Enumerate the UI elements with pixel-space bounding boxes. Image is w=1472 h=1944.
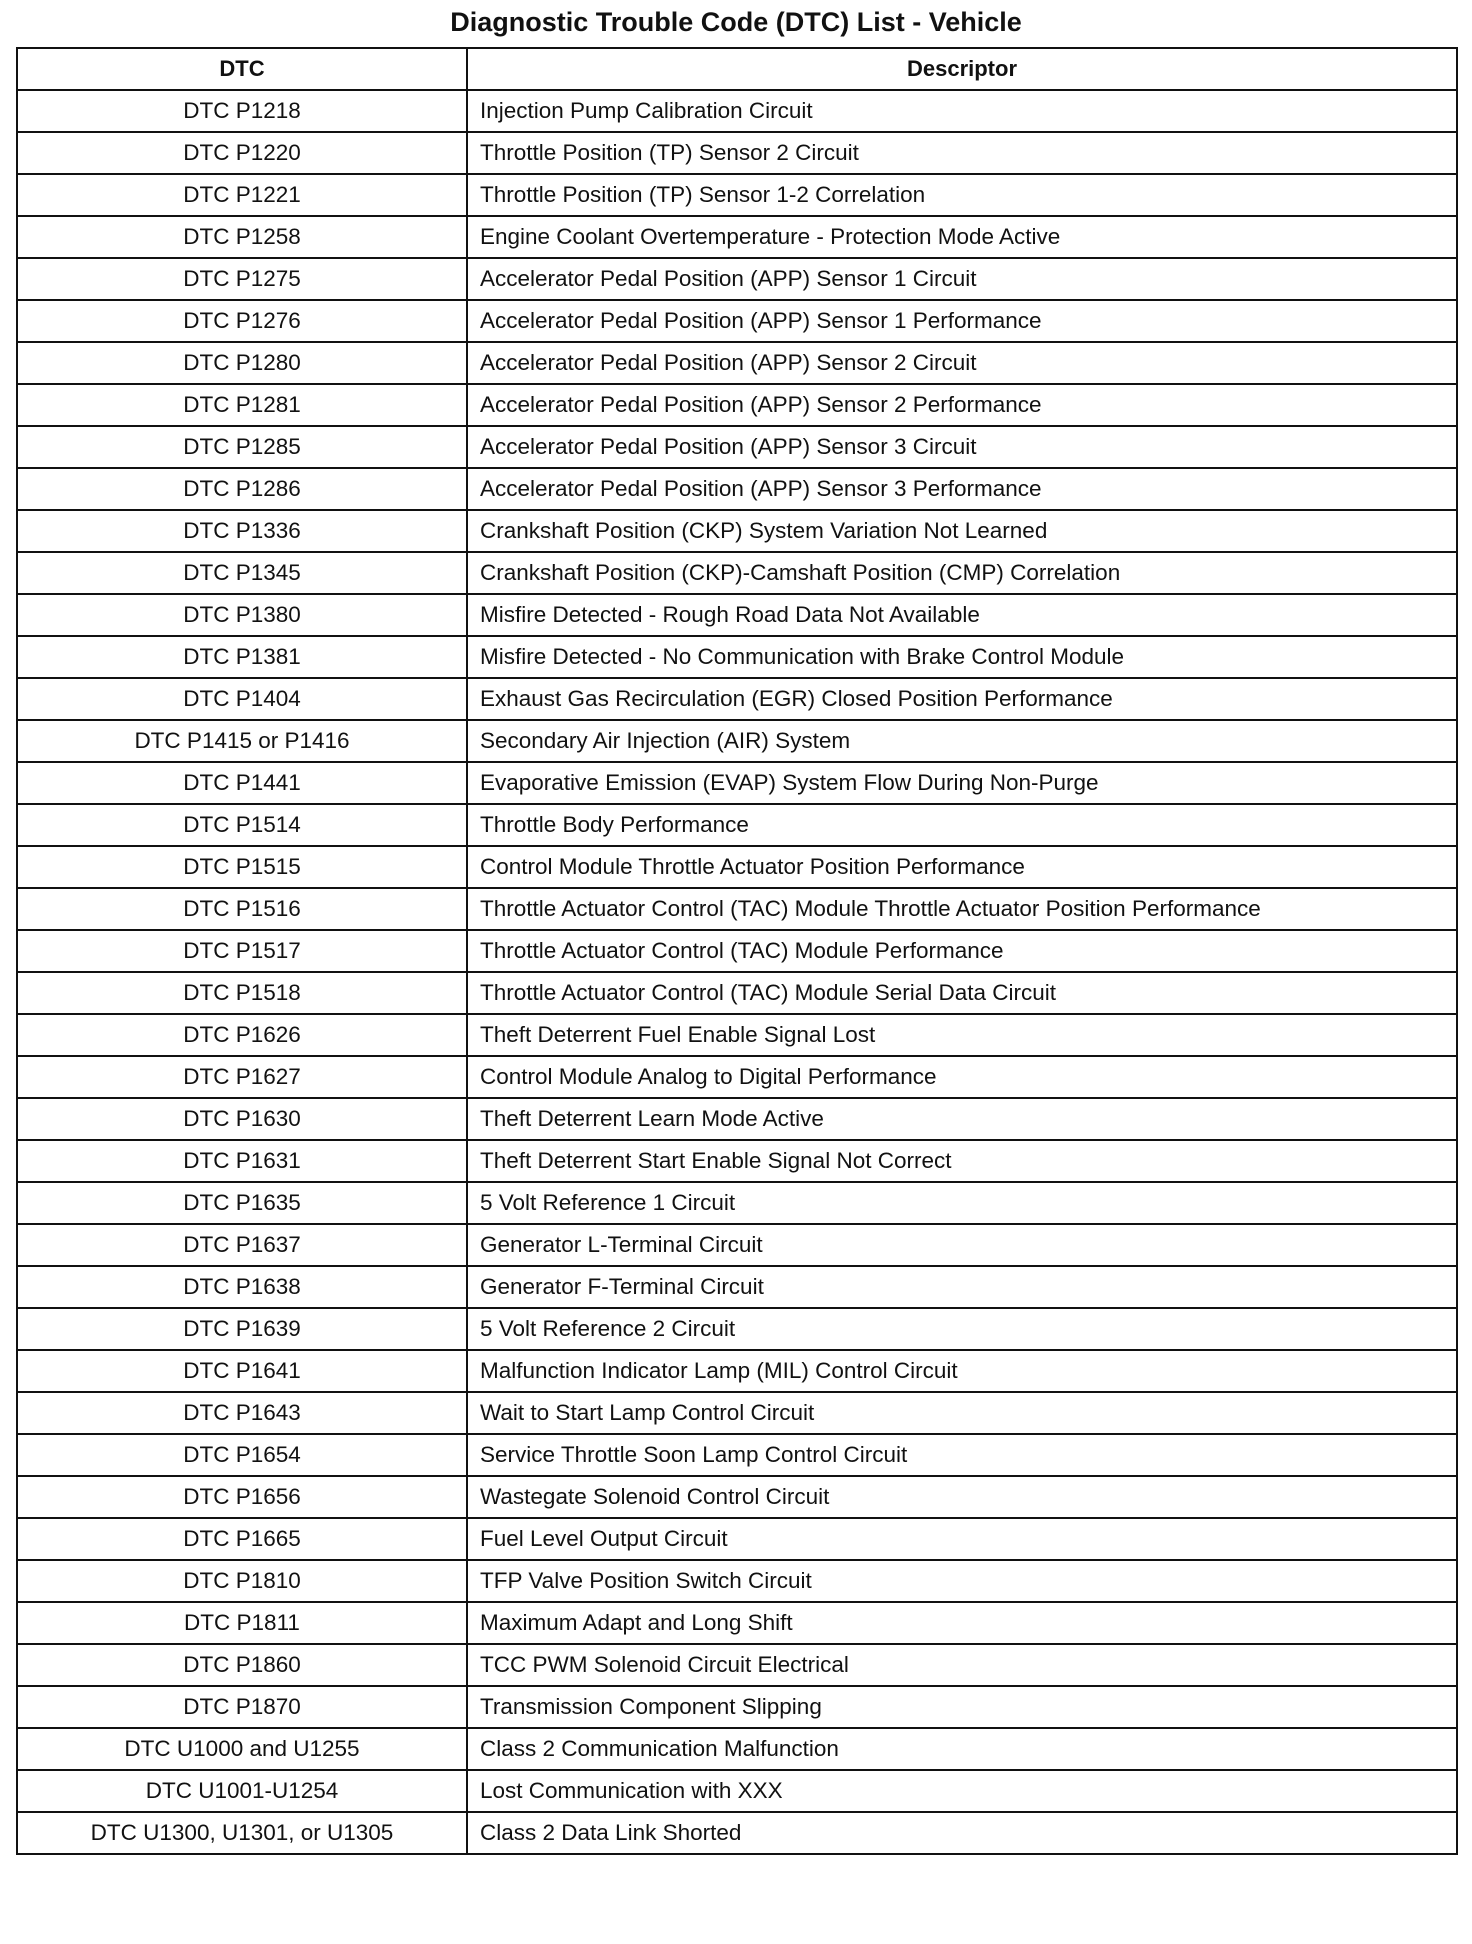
dtc-code-cell: DTC P1280 (17, 342, 467, 384)
descriptor-cell: Throttle Actuator Control (TAC) Module Throttle Actuator Position Performance (467, 888, 1457, 930)
dtc-code-cell: DTC P1860 (17, 1644, 467, 1686)
table-row (17, 510, 1457, 552)
descriptor-cell: Control Module Analog to Digital Performance (467, 1056, 1457, 1098)
table-row (17, 1434, 1457, 1476)
dtc-code-cell: DTC P1336 (17, 510, 467, 552)
table-row (17, 552, 1457, 594)
dtc-code-cell: DTC P1285 (17, 426, 467, 468)
descriptor-cell: Exhaust Gas Recirculation (EGR) Closed Position Performance (467, 678, 1457, 720)
column-header-dtc: DTC (17, 48, 467, 90)
header-row (17, 48, 1457, 90)
descriptor-cell: Class 2 Communication Malfunction (467, 1728, 1457, 1770)
table-row (17, 846, 1457, 888)
descriptor-cell: Throttle Actuator Control (TAC) Module Serial Data Circuit (467, 972, 1457, 1014)
dtc-code-cell: DTC P1516 (17, 888, 467, 930)
dtc-code-cell: DTC P1635 (17, 1182, 467, 1224)
dtc-code-cell: DTC U1001-U1254 (17, 1770, 467, 1812)
table-row (17, 468, 1457, 510)
descriptor-cell: Injection Pump Calibration Circuit (467, 90, 1457, 132)
table-row (17, 1392, 1457, 1434)
descriptor-cell: Throttle Actuator Control (TAC) Module Performance (467, 930, 1457, 972)
dtc-code-cell: DTC P1381 (17, 636, 467, 678)
dtc-code-cell: DTC P1345 (17, 552, 467, 594)
dtc-code-cell: DTC P1643 (17, 1392, 467, 1434)
descriptor-cell: Generator L-Terminal Circuit (467, 1224, 1457, 1266)
dtc-code-cell: DTC P1517 (17, 930, 467, 972)
table-row (17, 1014, 1457, 1056)
table-row (17, 678, 1457, 720)
descriptor-cell: Control Module Throttle Actuator Position Performance (467, 846, 1457, 888)
table-row (17, 1812, 1457, 1854)
dtc-code-cell: DTC P1637 (17, 1224, 467, 1266)
descriptor-cell: Crankshaft Position (CKP) System Variation Not Learned (467, 510, 1457, 552)
descriptor-cell: Malfunction Indicator Lamp (MIL) Control Circuit (467, 1350, 1457, 1392)
table-row (17, 636, 1457, 678)
descriptor-cell: Theft Deterrent Fuel Enable Signal Lost (467, 1014, 1457, 1056)
descriptor-cell: 5 Volt Reference 2 Circuit (467, 1308, 1457, 1350)
descriptor-cell: Throttle Position (TP) Sensor 1-2 Correlation (467, 174, 1457, 216)
table-row (17, 342, 1457, 384)
dtc-code-cell: DTC P1665 (17, 1518, 467, 1560)
table-row (17, 1140, 1457, 1182)
dtc-code-cell: DTC P1380 (17, 594, 467, 636)
table-row (17, 1560, 1457, 1602)
descriptor-cell: Throttle Position (TP) Sensor 2 Circuit (467, 132, 1457, 174)
descriptor-cell: Wait to Start Lamp Control Circuit (467, 1392, 1457, 1434)
descriptor-cell: Misfire Detected - Rough Road Data Not Available (467, 594, 1457, 636)
dtc-code-cell: DTC P1638 (17, 1266, 467, 1308)
table-row (17, 1350, 1457, 1392)
table-row (17, 300, 1457, 342)
descriptor-cell: Accelerator Pedal Position (APP) Sensor 2 Circuit (467, 342, 1457, 384)
dtc-code-cell: DTC P1286 (17, 468, 467, 510)
dtc-code-cell: DTC P1404 (17, 678, 467, 720)
dtc-code-cell: DTC P1811 (17, 1602, 467, 1644)
table-row (17, 1476, 1457, 1518)
table-row (17, 888, 1457, 930)
dtc-code-cell: DTC P1415 or P1416 (17, 720, 467, 762)
dtc-code-cell: DTC P1631 (17, 1140, 467, 1182)
descriptor-cell: Accelerator Pedal Position (APP) Sensor 1 Circuit (467, 258, 1457, 300)
dtc-code-cell: DTC P1258 (17, 216, 467, 258)
page-title: Diagnostic Trouble Code (DTC) List - Vehicle (450, 7, 1022, 37)
table-row (17, 1728, 1457, 1770)
table-row (17, 1182, 1457, 1224)
table-row (17, 762, 1457, 804)
descriptor-cell: TCC PWM Solenoid Circuit Electrical (467, 1644, 1457, 1686)
descriptor-cell: Service Throttle Soon Lamp Control Circuit (467, 1434, 1457, 1476)
table-row (17, 1266, 1457, 1308)
descriptor-cell: Secondary Air Injection (AIR) System (467, 720, 1457, 762)
dtc-code-cell: DTC P1514 (17, 804, 467, 846)
column-header-descriptor: Descriptor (467, 48, 1457, 90)
descriptor-cell: Crankshaft Position (CKP)-Camshaft Position (CMP) Correlation (467, 552, 1457, 594)
descriptor-cell: Throttle Body Performance (467, 804, 1457, 846)
dtc-code-cell: DTC P1626 (17, 1014, 467, 1056)
descriptor-cell: 5 Volt Reference 1 Circuit (467, 1182, 1457, 1224)
descriptor-cell: Evaporative Emission (EVAP) System Flow During Non-Purge (467, 762, 1457, 804)
table-row (17, 132, 1457, 174)
descriptor-cell: Generator F-Terminal Circuit (467, 1266, 1457, 1308)
descriptor-cell: Engine Coolant Overtemperature - Protection Mode Active (467, 216, 1457, 258)
table-row (17, 804, 1457, 846)
table-row (17, 1308, 1457, 1350)
table-row (17, 90, 1457, 132)
table-row (17, 426, 1457, 468)
dtc-code-cell: DTC P1276 (17, 300, 467, 342)
dtc-code-cell: DTC P1870 (17, 1686, 467, 1728)
dtc-code-cell: DTC P1630 (17, 1098, 467, 1140)
dtc-code-cell: DTC P1654 (17, 1434, 467, 1476)
table-row (17, 1644, 1457, 1686)
dtc-code-cell: DTC P1221 (17, 174, 467, 216)
dtc-code-cell: DTC P1810 (17, 1560, 467, 1602)
dtc-code-cell: DTC P1656 (17, 1476, 467, 1518)
table-row (17, 216, 1457, 258)
dtc-code-cell: DTC P1281 (17, 384, 467, 426)
descriptor-cell: Maximum Adapt and Long Shift (467, 1602, 1457, 1644)
table-row (17, 384, 1457, 426)
dtc-code-cell: DTC P1275 (17, 258, 467, 300)
dtc-code-cell: DTC P1639 (17, 1308, 467, 1350)
table-row (17, 1686, 1457, 1728)
table-row (17, 594, 1457, 636)
table-row (17, 1224, 1457, 1266)
descriptor-cell: Misfire Detected - No Communication with Brake Control Module (467, 636, 1457, 678)
descriptor-cell: Class 2 Data Link Shorted (467, 1812, 1457, 1854)
table-header (17, 48, 1457, 90)
descriptor-cell: Accelerator Pedal Position (APP) Sensor 1 Performance (467, 300, 1457, 342)
descriptor-cell: Lost Communication with XXX (467, 1770, 1457, 1812)
dtc-code-cell: DTC P1441 (17, 762, 467, 804)
table-body (17, 90, 1457, 1854)
dtc-code-cell: DTC P1518 (17, 972, 467, 1014)
table-row (17, 1602, 1457, 1644)
table-row (17, 258, 1457, 300)
descriptor-cell: Accelerator Pedal Position (APP) Sensor 3 Circuit (467, 426, 1457, 468)
descriptor-cell: Accelerator Pedal Position (APP) Sensor 2 Performance (467, 384, 1457, 426)
table-row (17, 1770, 1457, 1812)
dtc-code-cell: DTC U1300, U1301, or U1305 (17, 1812, 467, 1854)
descriptor-cell: Theft Deterrent Learn Mode Active (467, 1098, 1457, 1140)
table-row (17, 174, 1457, 216)
descriptor-cell: Wastegate Solenoid Control Circuit (467, 1476, 1457, 1518)
table-row (17, 972, 1457, 1014)
descriptor-cell: Transmission Component Slipping (467, 1686, 1457, 1728)
table-row (17, 1098, 1457, 1140)
descriptor-cell: TFP Valve Position Switch Circuit (467, 1560, 1457, 1602)
descriptor-cell: Accelerator Pedal Position (APP) Sensor 3 Performance (467, 468, 1457, 510)
table-row (17, 1518, 1457, 1560)
dtc-code-cell: DTC P1515 (17, 846, 467, 888)
dtc-code-cell: DTC P1218 (17, 90, 467, 132)
table-row (17, 720, 1457, 762)
dtc-code-cell: DTC P1627 (17, 1056, 467, 1098)
dtc-table (16, 47, 1458, 1855)
descriptor-cell: Theft Deterrent Start Enable Signal Not Correct (467, 1140, 1457, 1182)
dtc-code-cell: DTC P1220 (17, 132, 467, 174)
descriptor-cell: Fuel Level Output Circuit (467, 1518, 1457, 1560)
dtc-code-cell: DTC P1641 (17, 1350, 467, 1392)
table-row (17, 1056, 1457, 1098)
table-row (17, 930, 1457, 972)
dtc-code-cell: DTC U1000 and U1255 (17, 1728, 467, 1770)
